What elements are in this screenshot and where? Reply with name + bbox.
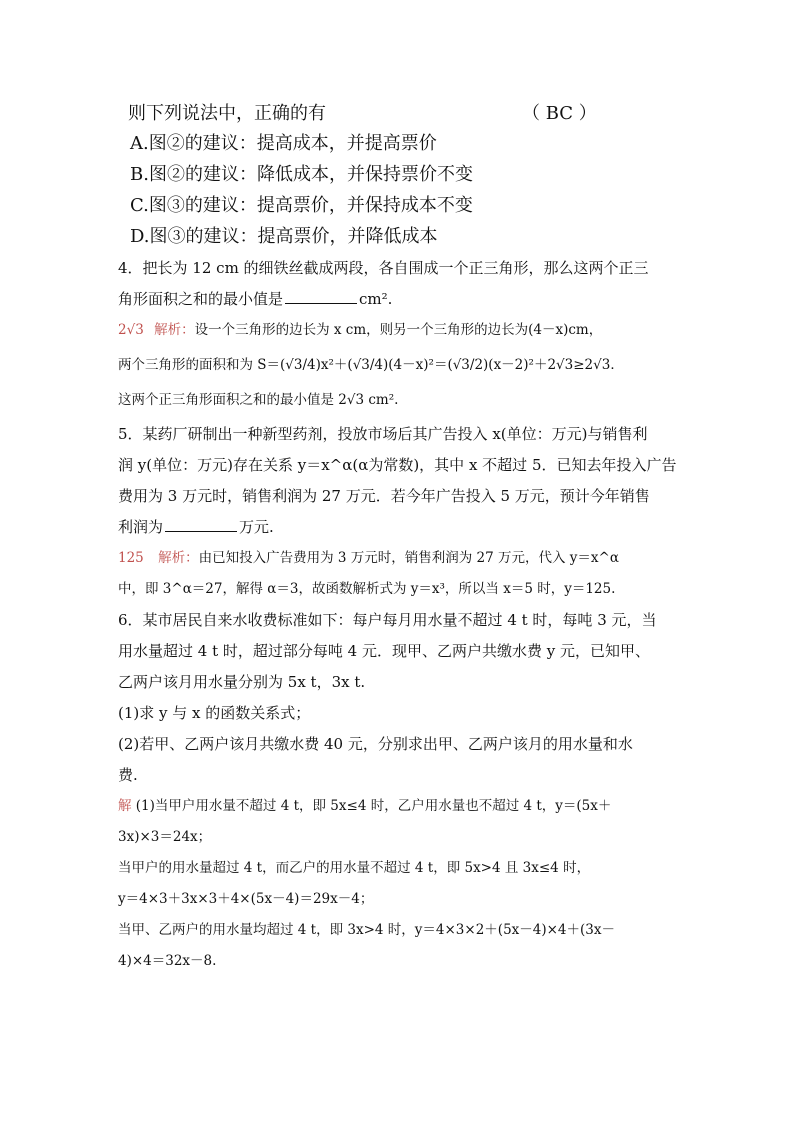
q4-solution-text1: 设一个三角形的边长为 x cm，则另一个三角形的边长为(4－x)cm， <box>194 322 603 338</box>
q6-part1: (1)求 y 与 x 的函数关系式； <box>118 704 311 722</box>
q3-answer: （ BC ） <box>522 103 597 124</box>
q5-solution-line2: 中，即 3^α＝27，解得 α＝3，故函数解析式为 y＝x³，所以当 x＝5 时，y＝125. <box>118 581 616 597</box>
q5-solution-label: 解析： <box>158 550 199 566</box>
q3-option-b: B.图②的建议：降低成本，并保持票价不变 <box>130 164 473 185</box>
q4-solution-label: 解析： <box>154 322 195 338</box>
q3-option-a: A.图②的建议：提高成本，并提高票价 <box>130 133 437 154</box>
q6-solution-line1 <box>118 796 611 816</box>
q3-stem-line <box>128 102 326 126</box>
q5-line4 <box>118 517 274 537</box>
q4-solution-line1 <box>118 320 602 340</box>
q5-line2: 润 y(单位：万元)存在关系 y＝x^α(α为常数)，其中 x 不超过 5．已知去年投入广告 <box>118 456 677 474</box>
q6-part2a: (2)若甲、乙两户该月共缴水费 40 元，分别求出甲、乙两户该月的用水量和水 <box>118 735 633 753</box>
q6-solution-line5: 当甲、乙两户的用水量均超过 4 t，即 3x>4 时，y＝4×3×2＋(5x－4)×4＋(3x－ <box>118 922 615 938</box>
q4-line2-text: 角形面积之和的最小值是 <box>118 290 284 308</box>
q4-solution-line2: 两个三角形的面积和为 S＝(√3/4)x²＋(√3/4)(4－x)²＝(√3/2)(x－2)²＋2√3≥2√3． <box>118 357 624 373</box>
q5-solution-line1 <box>118 548 619 568</box>
q6-line1: 6．某市居民自来水收费标准如下：每户每月用水量不超过 4 t 时，每吨 3 元，当 <box>118 611 657 629</box>
q5-solution-text1: 由已知投入广告费用为 3 万元时，销售利润为 27 万元，代入 y＝x^α <box>198 550 619 566</box>
q6-line2: 用水量超过 4 t 时，超过部分每吨 4 元．现甲、乙两户共缴水费 y 元，已知甲、 <box>118 642 650 660</box>
q5-line4-text: 利润为 <box>118 518 164 536</box>
q5-unit: 万元. <box>239 518 274 536</box>
q4-line1: 4．把长为 12 cm 的细铁丝截成两段，各自围成一个正三角形，那么这两个正三 <box>118 259 649 277</box>
q6-solution-text1: (1)当甲户用水量不超过 4 t，即 5x≤4 时，乙户用水量也不超过 4 t，y＝(5x＋ <box>131 798 612 814</box>
q3-option-c: C.图③的建议：提高票价，并保持成本不变 <box>130 195 473 216</box>
q6-line3: 乙两户该月用水量分别为 5x t，3x t. <box>118 673 366 691</box>
q4-solution-line3: 这两个正三角形面积之和的最小值是 2√3 cm². <box>118 392 399 408</box>
q4-answer: 2√3 <box>118 322 144 338</box>
q6-solution-line6: 4)×4＝32x－8. <box>118 953 217 969</box>
q6-solution-line4: y＝4×3＋3x×3＋4×(5x－4)＝29x－4； <box>118 891 374 907</box>
q5-answer: 125 <box>118 550 144 566</box>
q4-unit: cm². <box>359 290 393 308</box>
q5-line1: 5．某药厂研制出一种新型药剂，投放市场后其广告投入 x(单位：万元)与销售利 <box>118 425 648 443</box>
q5-line3: 费用为 3 万元时，销售利润为 27 万元．若今年广告投入 5 万元，预计今年销售 <box>118 487 650 505</box>
q4-blank <box>285 289 357 304</box>
q3-stem: 则下列说法中，正确的有 <box>128 103 326 124</box>
q6-solution-label: 解 <box>118 798 132 814</box>
q3-option-d: D.图③的建议：提高票价，并降低成本 <box>130 226 438 247</box>
q6-part2b: 费. <box>118 766 138 784</box>
q6-solution-line3: 当甲户的用水量超过 4 t，而乙户的用水量不超过 4 t，即 5x>4 且 3x≤4 时， <box>118 860 591 876</box>
q6-solution-line2: 3x)×3＝24x； <box>118 829 212 845</box>
q5-blank <box>165 517 237 532</box>
q4-line2 <box>118 289 392 309</box>
